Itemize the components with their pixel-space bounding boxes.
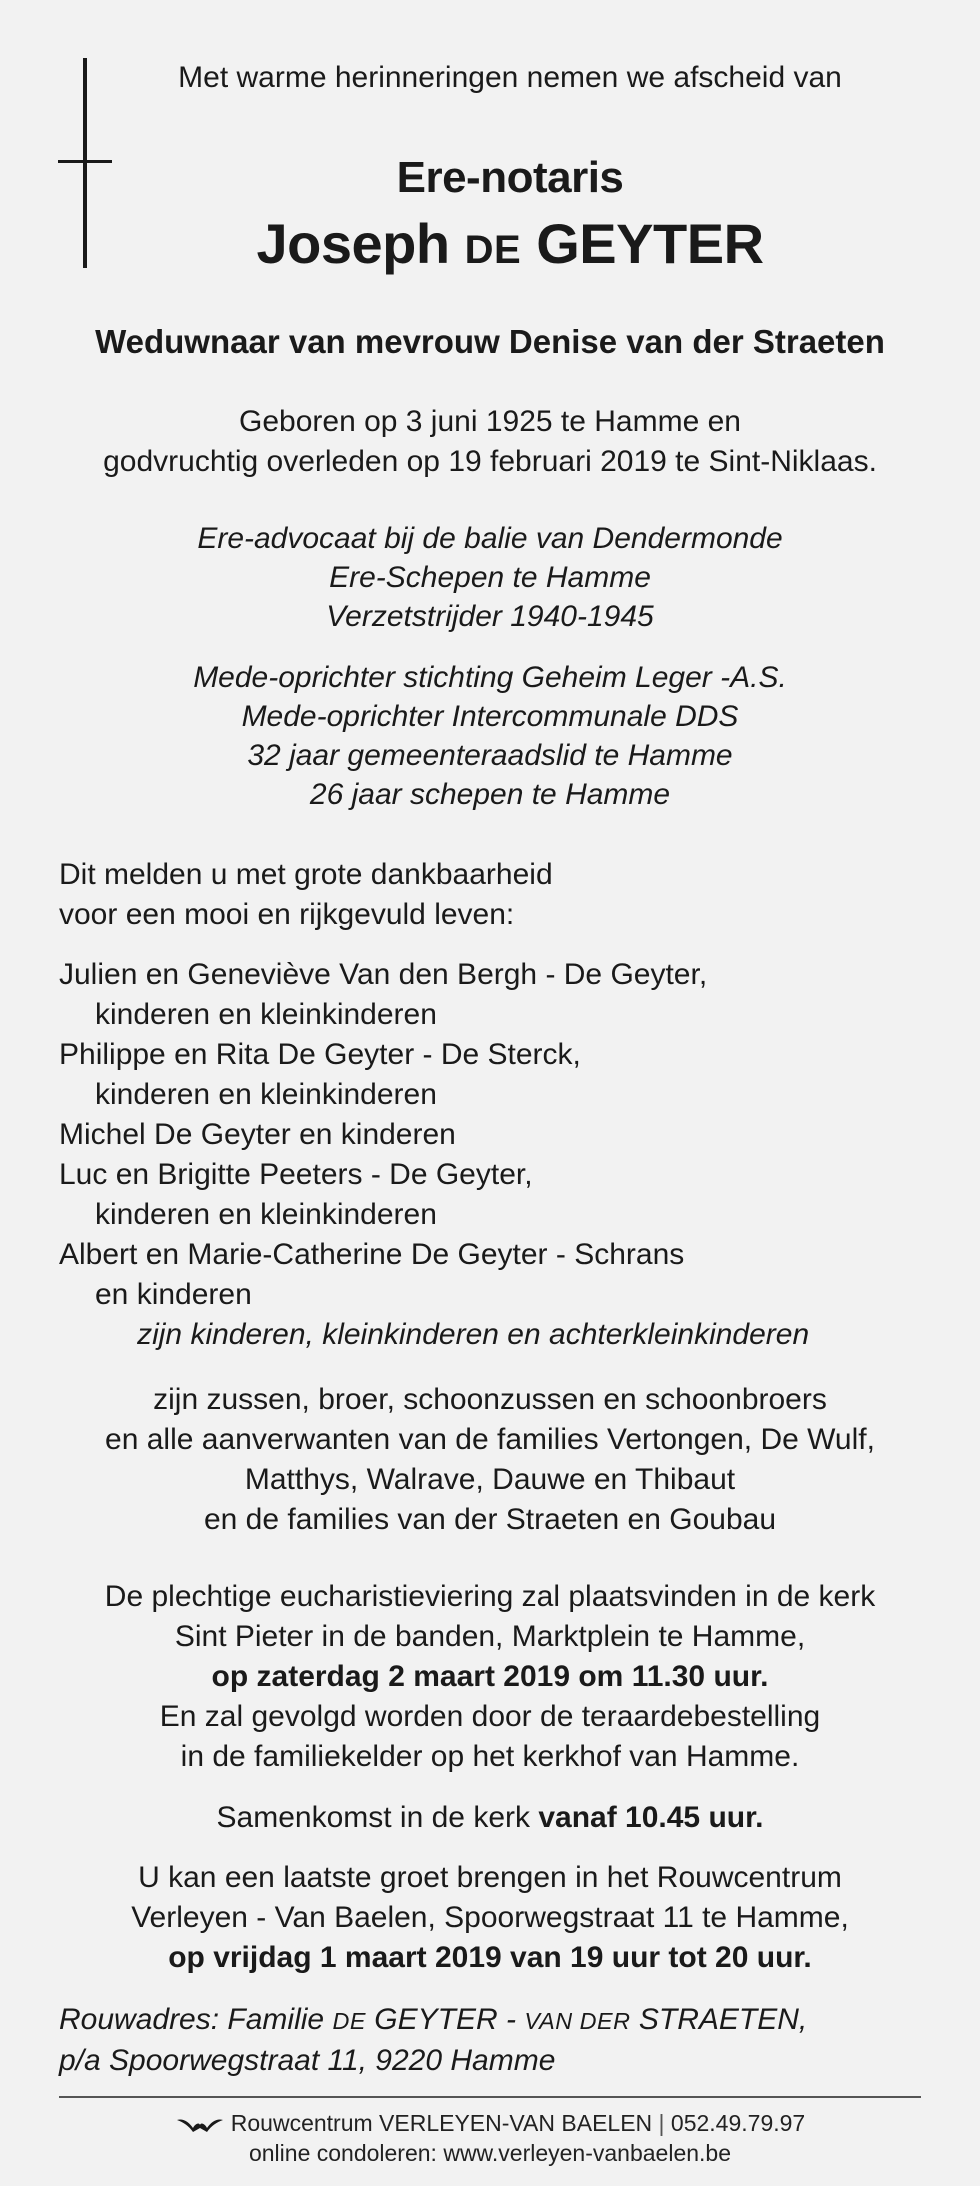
function-title: Ere-notaris [396,153,624,202]
visitation-time: op vrijdag 1 maart 2019 van 19 uur tot 20 uur. [168,1941,812,1974]
announcement-text: Dit melden u met grote dankbaarheid voor een mooi en rijkgevuld leven: [59,858,553,931]
phone-number: 052.49.79.97 [670,2110,806,2136]
visitation-text: U kan een laatste groet brengen in het Rouwcentrum Verleyen - Van Baelen, Spoorwegstraat 11 te Hamme, op vrijdag 1 maart 2019 van 19 uur tot 20 uur. [40,1858,940,1978]
relatives-text: zijn zussen, broer, schoonzussen en schoonbroers en alle aanverwanten van de families Vertongen, De Wulf, Matthys, Walrave, Dauwe en Thibaut en de families van der Straeten en Goubau [105,1383,875,1536]
funeral-service: De plechtige eucharistieviering zal plaatsvinden in de kerk Sint Pieter in de banden, Marktplein te Hamme, op zaterdag 2 maart 2019 om 11.30 uur. En zal gevolgd worden door de teraardebestelling in de familiekelder op het kerkhof van Hamme. [40,1577,940,1777]
family-member-sub: kinderen en kleinkinderen [95,1078,437,1111]
family-member: Luc en Brigitte Peeters - De Geyter, [59,1158,533,1191]
bird-logo-icon [175,2116,225,2134]
honorary-titles: Ere-advocaat bij de balie van Dendermonde Ere-Schepen te Hamme Verzetstrijder 1940-1945 [197,522,783,633]
founder-titles: Mede-oprichter stichting Geheim Leger -A.S. Mede-oprichter Intercommunale DDS 32 jaar gemeenteraadslid te Hamme 26 jaar schepen te Hamme [193,661,787,811]
family-member-sub: en kinderen [95,1278,252,1311]
footer-divider [59,2096,921,2098]
last-name: GEYTER [536,212,764,275]
family-member: Philippe en Rita De Geyter - De Sterck, [59,1038,581,1071]
cross-icon [83,58,87,268]
family-member: Michel De Geyter en kinderen [59,1118,456,1151]
family-member: Julien en Geneviève Van den Bergh - De Geyter, [59,958,708,991]
birth-death-text: Geboren op 3 juni 1925 te Hamme en godvruchtig overleden op 19 februari 2019 te Sint-Niklaas. [103,405,877,478]
meeting-time: vanaf 10.45 uur. [538,1801,764,1834]
deceased-name [100,208,920,286]
family-member: Albert en Marie-Catherine De Geyter - Schrans [59,1238,685,1271]
deceased-title [100,148,920,286]
family-member-sub: kinderen en kleinkinderen [95,998,437,1031]
first-name: Joseph [256,212,450,275]
footer: Rouwcentrum VERLEYEN-VAN BAELEN | 052.49.79.97 online condoleren: www.verleyen-vanbaelen.be [59,2108,921,2168]
meeting-text: Samenkomst in de kerk vanaf 10.45 uur. [216,1801,764,1834]
widow-line: Weduwnaar van mevrouw Denise van der Straeten [95,323,885,360]
mourning-address: Rouwadres: Familie DE GEYTER - VAN DER STRAETEN, p/a Spoorwegstraat 11, 9220 Hamme [59,2003,808,2077]
name-particle: DE [464,228,522,272]
online-condolence-link[interactable]: online condoleren: www.verleyen-vanbaelen.be [248,2140,732,2166]
family-member-sub: kinderen en kleinkinderen [95,1198,437,1231]
family-list [59,955,810,1355]
family-closing: zijn kinderen, kleinkinderen en achterkleinkinderen [137,1318,810,1351]
intro-text: Met warme herinneringen nemen we afscheid van [178,61,842,94]
company-name: Rouwcentrum VERLEYEN-VAN BAELEN [230,2110,653,2136]
service-date: op zaterdag 2 maart 2019 om 11.30 uur. [211,1660,769,1693]
